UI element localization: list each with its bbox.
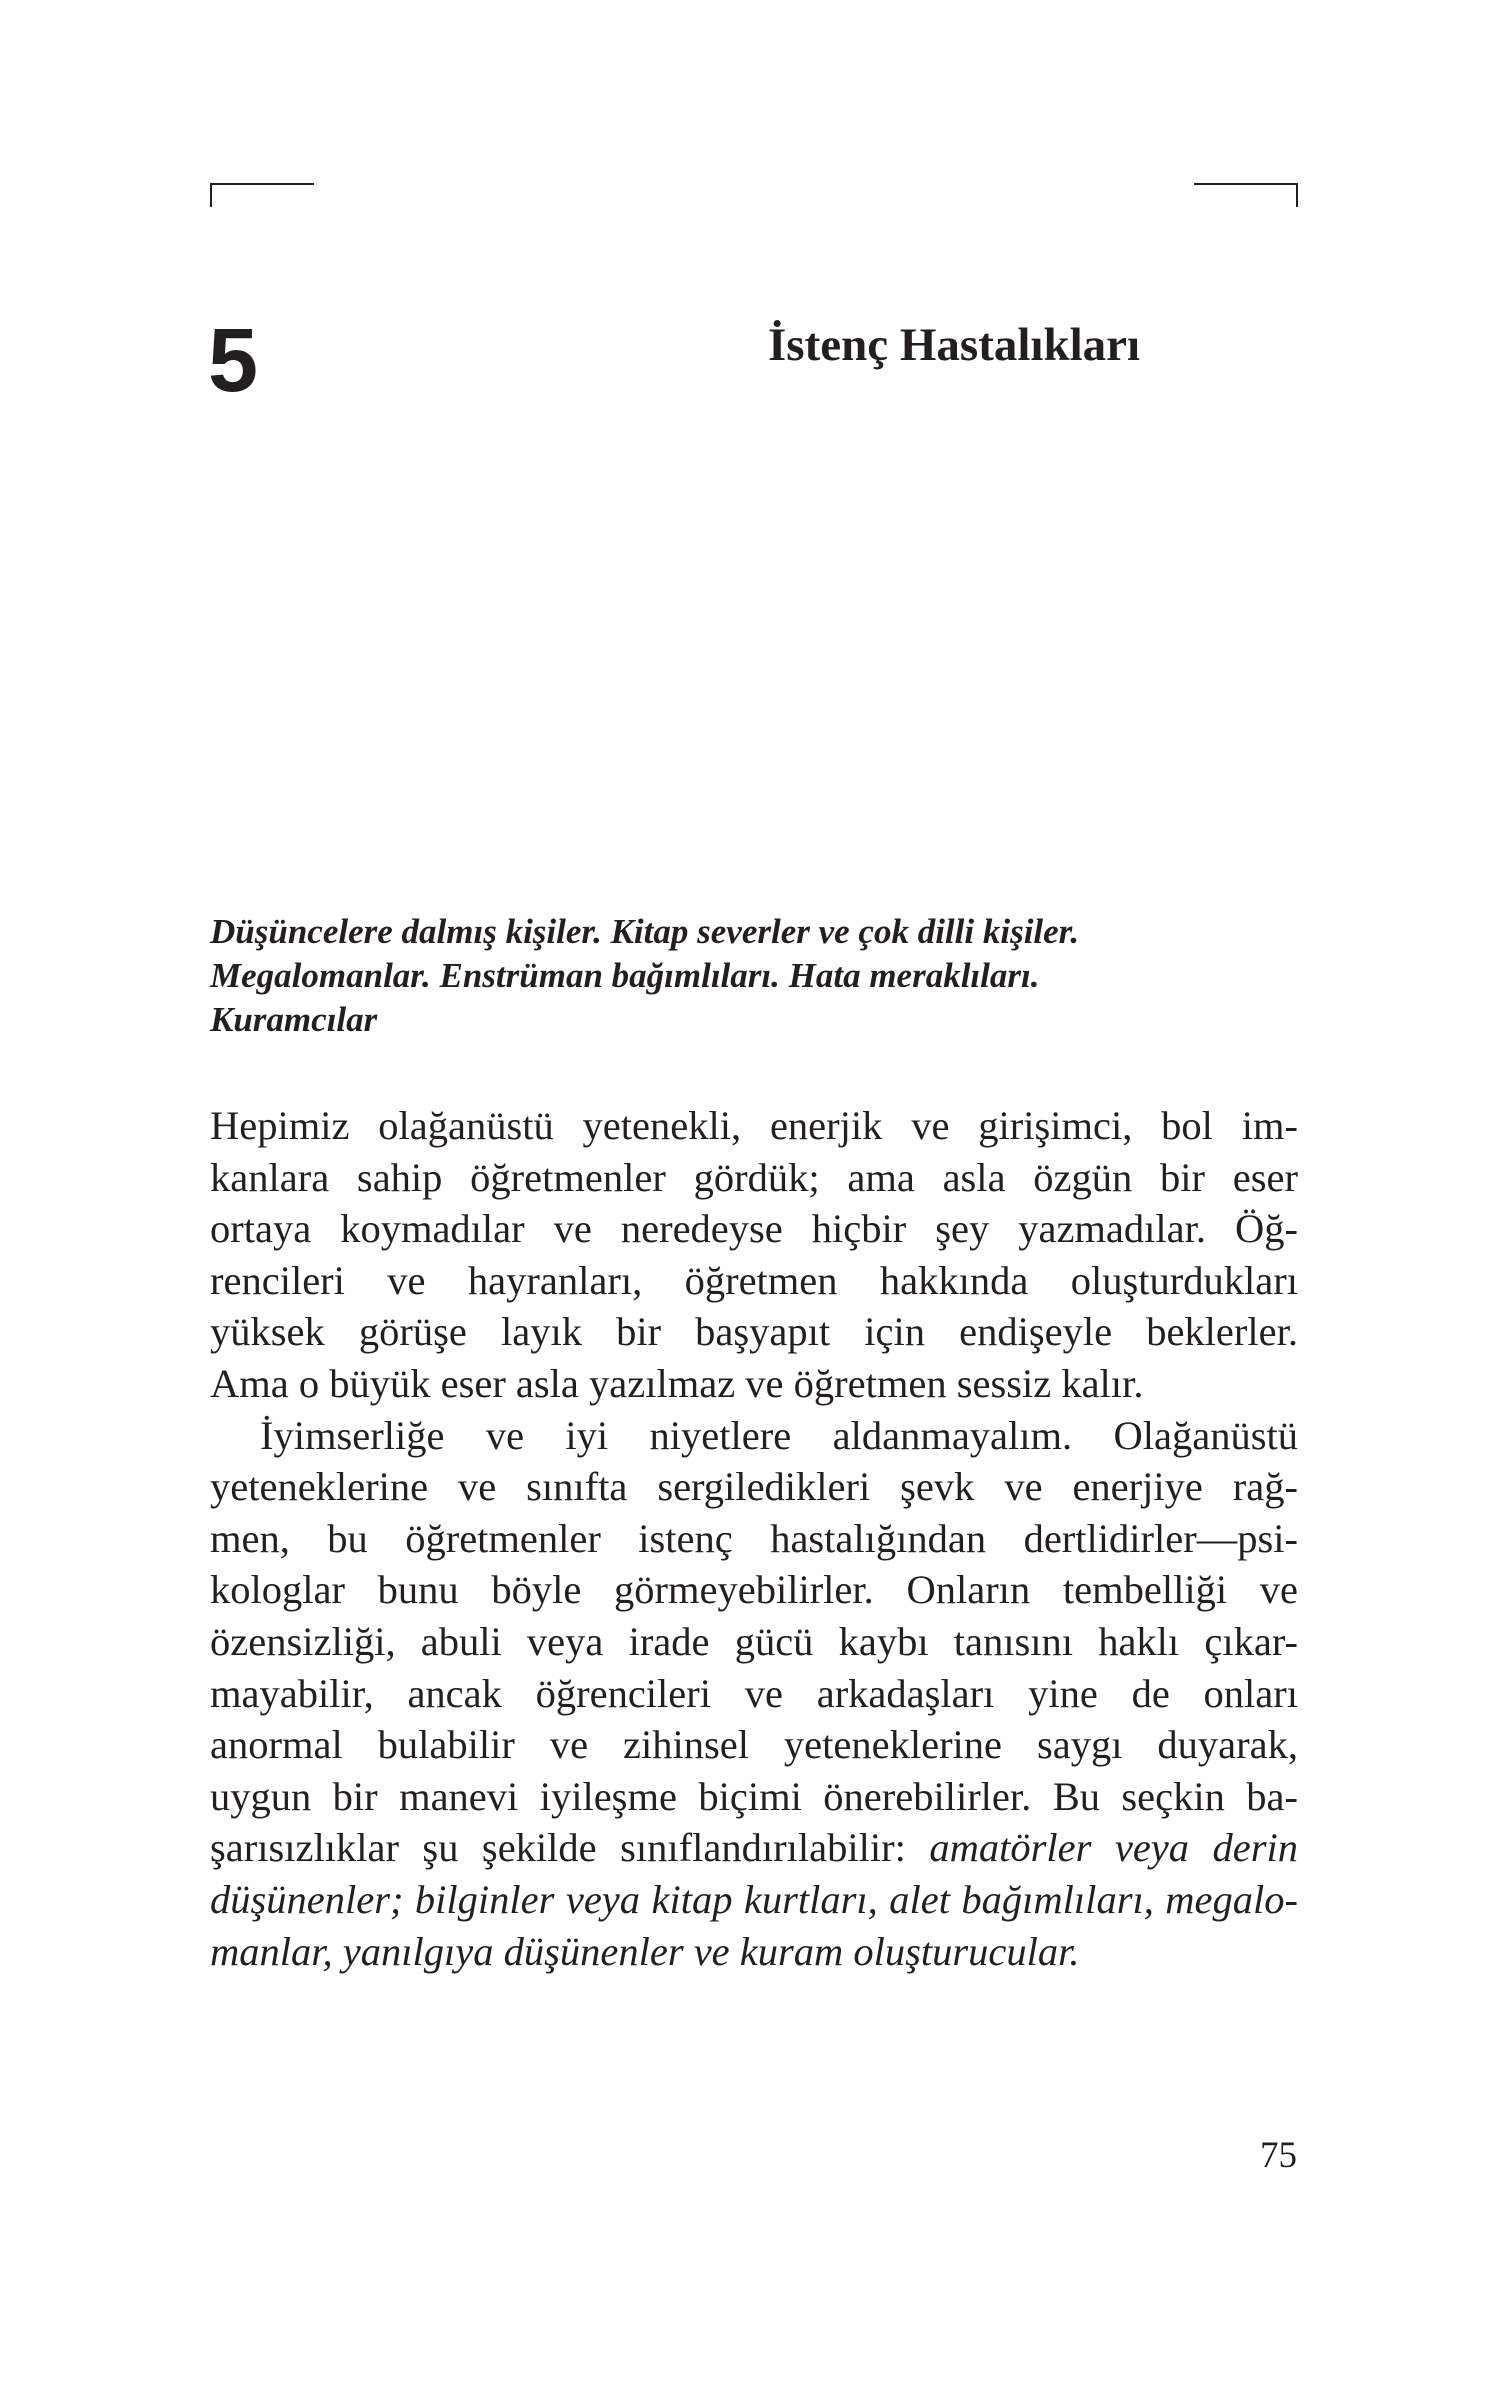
paragraph-2-line: özensizliği, abuli veya irade gücü kaybı tanısını haklı çıkar-: [210, 1618, 1298, 1664]
epigraph-line: Kuramcılar: [210, 1000, 378, 1039]
paragraph-1-line: Hepimiz olağanüstü yetenekli, enerjik ve girişimci, bol im-: [210, 1103, 1298, 1148]
paragraph-1-line: yüksek görüşe layık bir başyapıt için endişeyle beklerler.: [210, 1309, 1298, 1355]
paragraph-2-line: uygun bir manevi iyileşme biçimi önerebilirler. Bu seçkin ba-: [210, 1773, 1298, 1819]
body-text: [210, 1100, 1298, 1977]
epigraph-line: Düşüncelere dalmış kişiler. Kitap severler ve çok dilli kişiler.: [210, 912, 1080, 951]
paragraph-2-line: anormal bulabilir ve zihinsel yeteneklerine saygı duyarak,: [210, 1722, 1298, 1768]
paragraph-2-line: kologlar bunu böyle görmeyebilirler. Onların tembelliği ve: [210, 1567, 1298, 1613]
paragraph-2-line: İyimserliğe ve iyi niyetlere aldanmayalım. Olağanüstü: [260, 1412, 1298, 1458]
chapter-number: 5: [208, 311, 260, 411]
crop-mark-right: [1194, 183, 1298, 207]
paragraph-1-line: rencileri ve hayranları, öğretmen hakkında oluşturdukları: [210, 1257, 1298, 1303]
epigraph: [210, 910, 1310, 1042]
paragraph-2-italic-line: düşünenler; bilginler veya kitap kurtları, alet bağımlıları, megalo-: [210, 1876, 1298, 1922]
paragraph-2-italic-line: manlar, yanılgıya düşünenler ve kuram oluşturucular.: [210, 1928, 1080, 1974]
paragraph-2-plain-segment: şarısızlıklar şu şekilde sınıflandırılabilir:: [210, 1825, 930, 1871]
paragraph-2-line: men, bu öğretmenler istenç hastalığından dertlidirler—psi-: [210, 1515, 1298, 1561]
paragraph-1-line: kanlara sahip öğretmenler gördük; ama asla özgün bir eser: [210, 1154, 1298, 1200]
paragraph-2-italic-segment: amatörler veya derin: [929, 1825, 1298, 1871]
paragraph-1-line: ortaya koymadılar ve neredeyse hiçbir şey yazmadılar. Öğ-: [210, 1206, 1298, 1252]
crop-mark-left: [210, 183, 314, 207]
paragraph-1-line: Ama o büyük eser asla yazılmaz ve öğretmen sessiz kalır.: [210, 1360, 1144, 1406]
page-number: 75: [1260, 2135, 1297, 2176]
paragraph-2-line-mixed: [210, 1822, 1298, 1874]
epigraph-line: Megalomanlar. Enstrüman bağımlıları. Hata meraklıları.: [210, 956, 1040, 995]
paragraph-2-line: yeteneklerine ve sınıfta sergiledikleri şevk ve enerjiye rağ-: [210, 1464, 1298, 1510]
paragraph-2-line: mayabilir, ancak öğrencileri ve arkadaşları yine de onları: [210, 1670, 1298, 1716]
chapter-title: İstenç Hastalıkları: [768, 319, 1141, 371]
